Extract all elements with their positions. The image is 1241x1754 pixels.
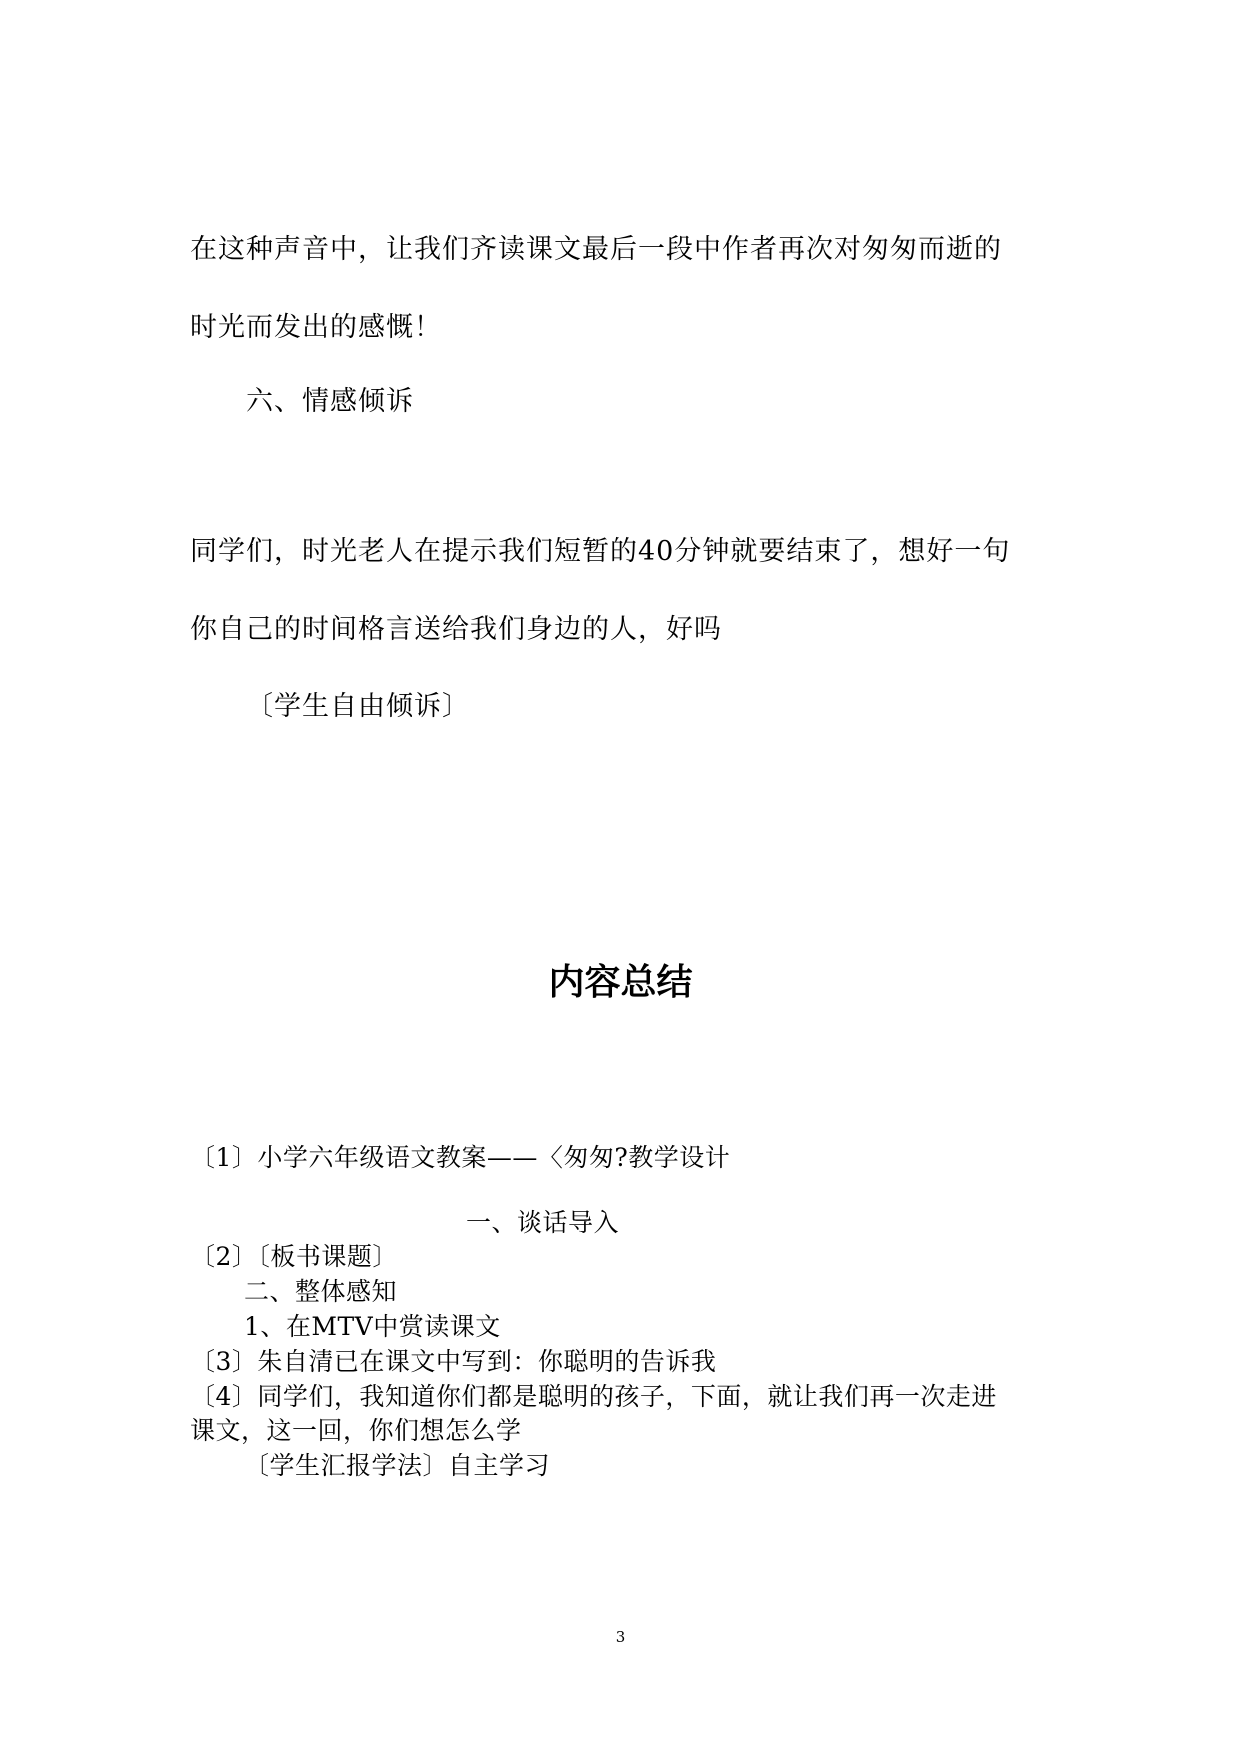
summary-title: 内容总结 (548, 962, 693, 1003)
summary-line: 〔学生汇报学法〕自主学习 (244, 1451, 551, 1480)
section-heading: 六、情感倾诉 (246, 386, 414, 417)
summary-line: 1、在MTV中赏读课文 (244, 1312, 501, 1341)
summary-line: 〔1〕小学六年级语文教案——〈匆匆?教学设计 (190, 1143, 731, 1172)
paragraph-line: 在这种声音中，让我们齐读课文最后一段中作者再次对匆匆而逝的 (190, 234, 1002, 265)
summary-line: 一、谈话导入 (466, 1208, 620, 1237)
paragraph-line: 时光而发出的感慨！ (190, 312, 442, 343)
paragraph-note: 〔学生自由倾诉〕 (246, 691, 470, 722)
paragraph-line: 同学们，时光老人在提示我们短暂的40分钟就要结束了，想好一句 (190, 536, 1011, 567)
summary-line: 课文，这一回，你们想怎么学 (190, 1416, 522, 1445)
summary-line: 二、整体感知 (244, 1277, 398, 1306)
paragraph-line: 你自己的时间格言送给我们身边的人，好吗 (190, 614, 722, 645)
page-number: 3 (615, 1628, 626, 1646)
summary-line: 〔2〕〔板书课题〕 (190, 1242, 398, 1271)
summary-line: 〔3〕朱自清已在课文中写到：你聪明的告诉我 (190, 1347, 717, 1376)
summary-line: 〔4〕同学们，我知道你们都是聪明的孩子，下面，就让我们再一次走进 (190, 1382, 997, 1411)
